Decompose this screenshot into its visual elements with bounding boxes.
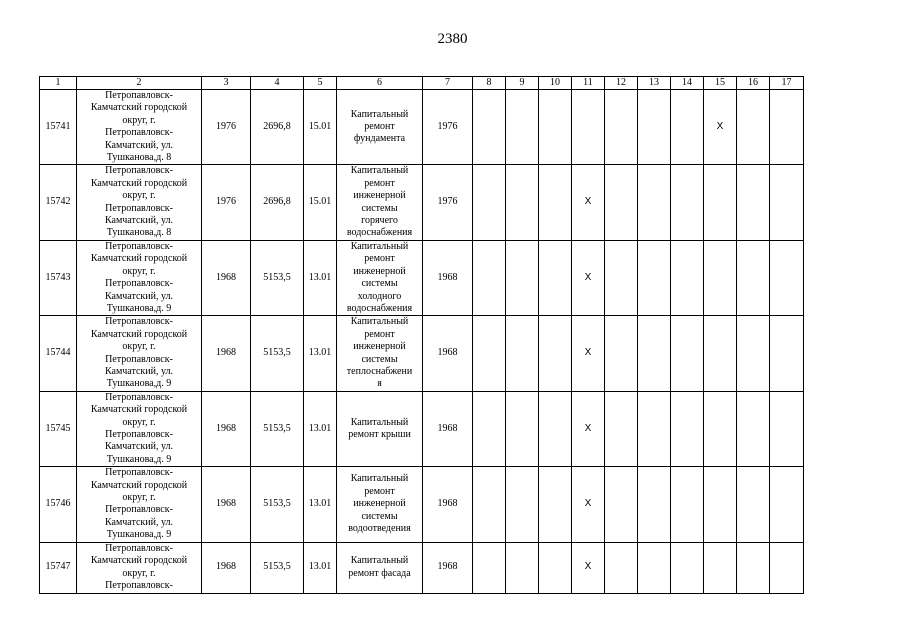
table-row <box>40 240 804 315</box>
mark-cell <box>506 467 539 542</box>
mark-cell: X <box>572 316 605 391</box>
column-number-header: 3 <box>202 77 251 90</box>
area-cell: 5153,5 <box>251 316 304 391</box>
mark-cell <box>473 165 506 240</box>
column-number-header: 15 <box>704 77 737 90</box>
mark-cell <box>638 467 671 542</box>
mark-cell <box>737 240 770 315</box>
mark-cell: X <box>572 542 605 593</box>
work-type-cell: Капитальный ремонт инженерной системы холодного водоснабжения <box>337 240 423 315</box>
mark-cell <box>737 165 770 240</box>
year-cell: 1968 <box>423 467 473 542</box>
mark-cell <box>704 316 737 391</box>
mark-cell <box>770 467 804 542</box>
build-year-cell: 1976 <box>202 90 251 165</box>
mark-cell <box>704 391 737 466</box>
work-type-cell: Капитальный ремонт фундамента <box>337 90 423 165</box>
column-number-header: 13 <box>638 77 671 90</box>
table-row <box>40 467 804 542</box>
mark-cell <box>506 542 539 593</box>
mark-cell <box>770 165 804 240</box>
code-cell: 13.01 <box>304 467 337 542</box>
column-number-header: 5 <box>304 77 337 90</box>
work-type-cell: Капитальный ремонт крыши <box>337 391 423 466</box>
year-cell: 1968 <box>423 542 473 593</box>
mark-cell <box>605 316 638 391</box>
mark-cell <box>605 467 638 542</box>
mark-cell <box>539 391 572 466</box>
column-number-header: 2 <box>77 77 202 90</box>
mark-cell <box>473 467 506 542</box>
mark-cell <box>539 90 572 165</box>
mark-cell <box>638 316 671 391</box>
mark-cell <box>770 316 804 391</box>
mark-cell <box>539 316 572 391</box>
mark-cell: X <box>572 240 605 315</box>
year-cell: 1968 <box>423 240 473 315</box>
mark-cell <box>770 240 804 315</box>
column-number-header: 6 <box>337 77 423 90</box>
mark-cell <box>638 90 671 165</box>
mark-cell <box>605 240 638 315</box>
mark-cell <box>770 542 804 593</box>
year-cell: 1976 <box>423 90 473 165</box>
area-cell: 5153,5 <box>251 542 304 593</box>
mark-cell <box>506 240 539 315</box>
mark-cell <box>473 542 506 593</box>
mark-cell <box>506 90 539 165</box>
area-cell: 5153,5 <box>251 467 304 542</box>
mark-cell <box>770 90 804 165</box>
column-number-row <box>40 77 804 90</box>
register-table <box>39 76 804 594</box>
mark-cell: X <box>572 391 605 466</box>
column-number-header: 1 <box>40 77 77 90</box>
address-cell: Петропавловск- Камчатский городской округ, г. Петропавловск- Камчатский, ул. Тушканова,д. 8 <box>77 90 202 165</box>
mark-cell <box>671 542 704 593</box>
year-cell: 1968 <box>423 391 473 466</box>
mark-cell <box>737 542 770 593</box>
mark-cell <box>605 542 638 593</box>
mark-cell <box>671 467 704 542</box>
table-row <box>40 165 804 240</box>
area-cell: 2696,8 <box>251 165 304 240</box>
mark-cell <box>638 391 671 466</box>
build-year-cell: 1976 <box>202 165 251 240</box>
column-number-header: 16 <box>737 77 770 90</box>
code-cell: 13.01 <box>304 542 337 593</box>
column-number-header: 7 <box>423 77 473 90</box>
code-cell: 13.01 <box>304 316 337 391</box>
mark-cell <box>473 316 506 391</box>
column-number-header: 8 <box>473 77 506 90</box>
mark-cell <box>704 240 737 315</box>
mark-cell <box>638 165 671 240</box>
build-year-cell: 1968 <box>202 391 251 466</box>
code-cell: 13.01 <box>304 240 337 315</box>
mark-cell <box>539 165 572 240</box>
code-cell: 15.01 <box>304 90 337 165</box>
record-id-cell: 15745 <box>40 391 77 466</box>
mark-cell <box>473 90 506 165</box>
table-row <box>40 391 804 466</box>
mark-cell <box>704 467 737 542</box>
mark-cell <box>605 90 638 165</box>
table-row <box>40 542 804 593</box>
mark-cell <box>737 391 770 466</box>
address-cell: Петропавловск- Камчатский городской округ, г. Петропавловск- Камчатский, ул. Тушканова,д. 9 <box>77 240 202 315</box>
mark-cell <box>506 391 539 466</box>
mark-cell <box>638 240 671 315</box>
work-type-cell: Капитальный ремонт инженерной системы горячего водоснабжения <box>337 165 423 240</box>
mark-cell <box>539 542 572 593</box>
record-id-cell: 15743 <box>40 240 77 315</box>
address-cell: Петропавловск- Камчатский городской округ, г. Петропавловск- Камчатский, ул. Тушканова,д. 8 <box>77 165 202 240</box>
area-cell: 5153,5 <box>251 391 304 466</box>
work-type-cell: Капитальный ремонт инженерной системы водоотведения <box>337 467 423 542</box>
mark-cell <box>737 90 770 165</box>
year-cell: 1968 <box>423 316 473 391</box>
column-number-header: 12 <box>605 77 638 90</box>
column-number-header: 11 <box>572 77 605 90</box>
mark-cell <box>506 316 539 391</box>
mark-cell <box>605 165 638 240</box>
mark-cell <box>539 467 572 542</box>
mark-cell <box>671 165 704 240</box>
record-id-cell: 15744 <box>40 316 77 391</box>
column-number-header: 10 <box>539 77 572 90</box>
mark-cell <box>737 467 770 542</box>
column-number-header: 4 <box>251 77 304 90</box>
address-cell: Петропавловск- Камчатский городской округ, г. Петропавловск- Камчатский, ул. Тушканова,д. 9 <box>77 391 202 466</box>
mark-cell <box>671 391 704 466</box>
build-year-cell: 1968 <box>202 316 251 391</box>
work-type-cell: Капитальный ремонт фасада <box>337 542 423 593</box>
column-number-header: 9 <box>506 77 539 90</box>
mark-cell <box>737 316 770 391</box>
mark-cell <box>572 90 605 165</box>
address-cell: Петропавловск- Камчатский городской округ, г. Петропавловск- Камчатский, ул. Тушканова,д. 9 <box>77 467 202 542</box>
record-id-cell: 15746 <box>40 467 77 542</box>
mark-cell <box>671 316 704 391</box>
column-number-header: 17 <box>770 77 804 90</box>
mark-cell <box>506 165 539 240</box>
build-year-cell: 1968 <box>202 542 251 593</box>
address-cell: Петропавловск- Камчатский городской округ, г. Петропавловск- Камчатский, ул. Тушканова,д. 9 <box>77 316 202 391</box>
table-row <box>40 316 804 391</box>
table-row <box>40 90 804 165</box>
work-type-cell: Капитальный ремонт инженерной системы теплоснабжени я <box>337 316 423 391</box>
mark-cell <box>605 391 638 466</box>
area-cell: 2696,8 <box>251 90 304 165</box>
mark-cell: X <box>704 90 737 165</box>
mark-cell <box>671 240 704 315</box>
mark-cell <box>473 240 506 315</box>
column-number-header: 14 <box>671 77 704 90</box>
mark-cell <box>638 542 671 593</box>
mark-cell: X <box>572 467 605 542</box>
mark-cell <box>704 165 737 240</box>
page-number: 2380 <box>437 31 468 47</box>
record-id-cell: 15747 <box>40 542 77 593</box>
mark-cell <box>704 542 737 593</box>
mark-cell <box>473 391 506 466</box>
mark-cell <box>671 90 704 165</box>
record-id-cell: 15742 <box>40 165 77 240</box>
code-cell: 15.01 <box>304 165 337 240</box>
mark-cell <box>770 391 804 466</box>
mark-cell <box>539 240 572 315</box>
year-cell: 1976 <box>423 165 473 240</box>
mark-cell: X <box>572 165 605 240</box>
build-year-cell: 1968 <box>202 467 251 542</box>
record-id-cell: 15741 <box>40 90 77 165</box>
build-year-cell: 1968 <box>202 240 251 315</box>
code-cell: 13.01 <box>304 391 337 466</box>
area-cell: 5153,5 <box>251 240 304 315</box>
address-cell: Петропавловск- Камчатский городской округ, г. Петропавловск- <box>77 542 202 593</box>
